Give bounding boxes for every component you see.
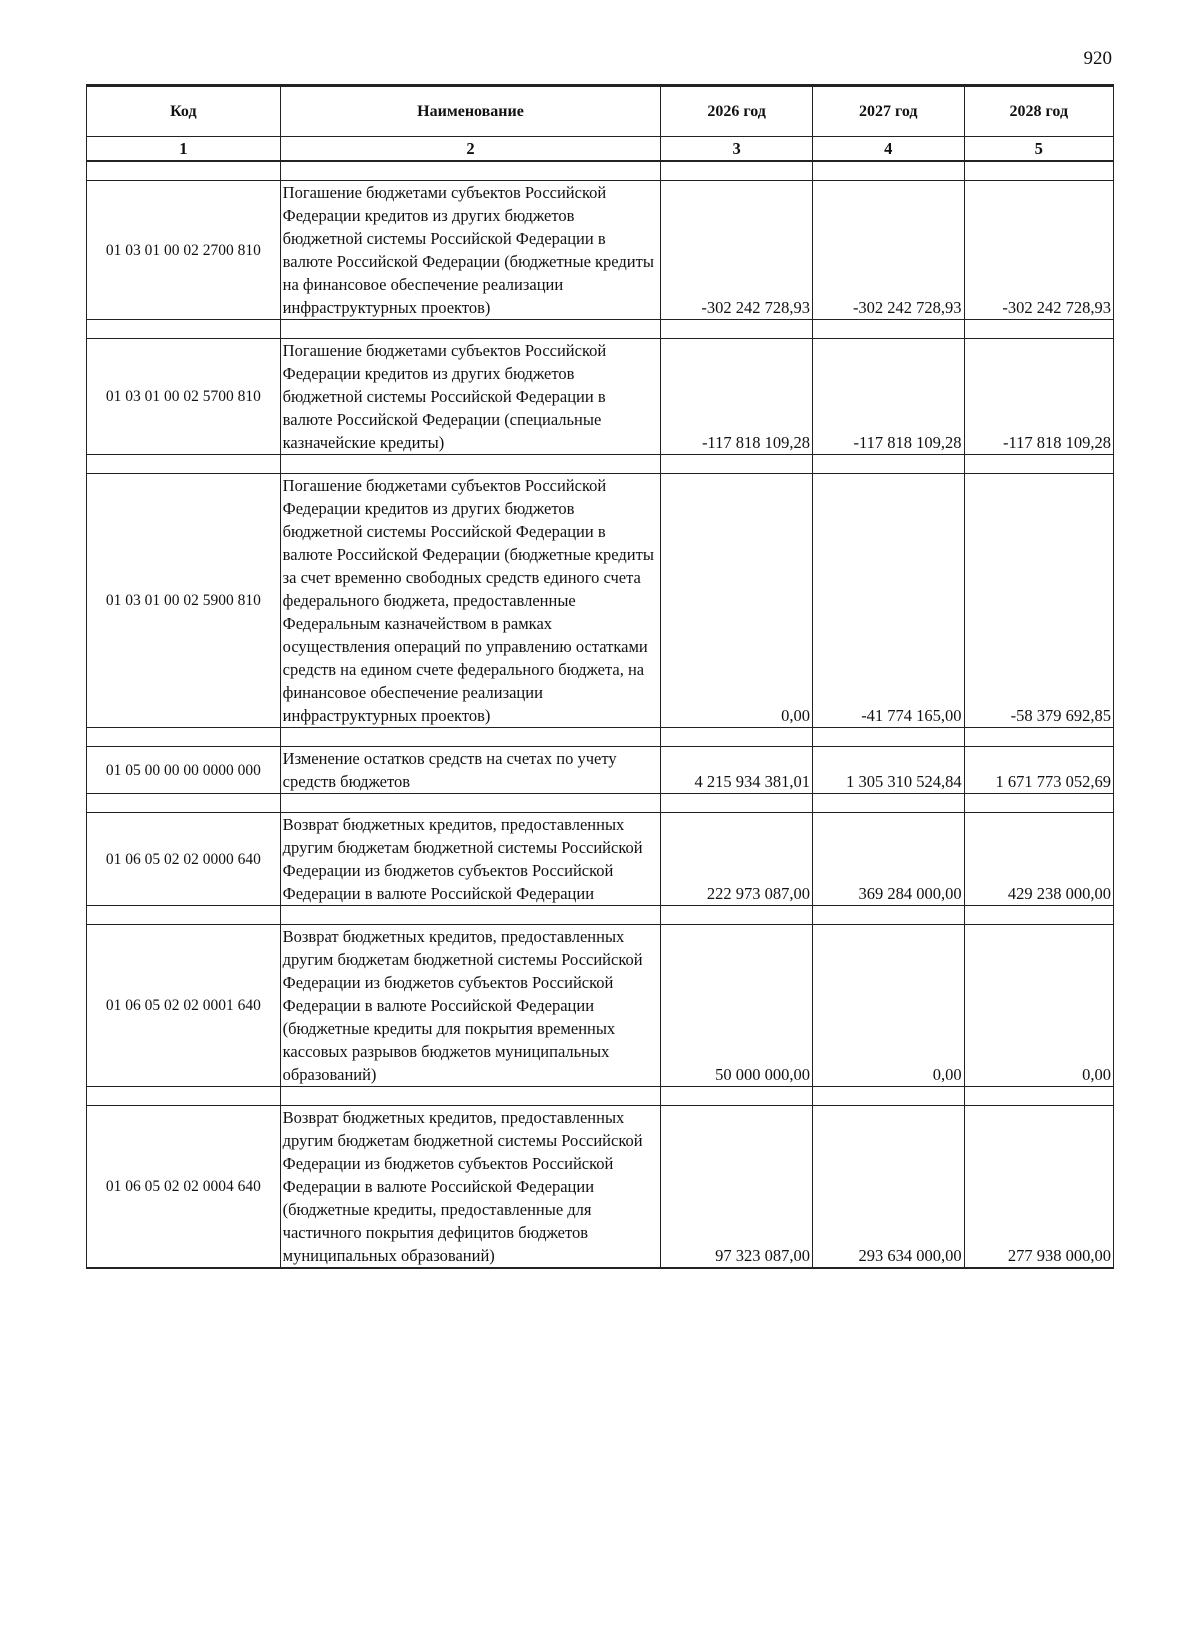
row-code: 01 03 01 00 02 2700 810 [87, 181, 281, 320]
row-value-2026: -302 242 728,93 [661, 181, 813, 320]
row-value-2026: -117 818 109,28 [661, 339, 813, 455]
row-value-2027: -117 818 109,28 [812, 339, 964, 455]
row-name: Изменение остатков средств на счетах по учету средств бюджетов [280, 747, 661, 794]
header-name: Наименование [280, 86, 661, 137]
row-value-2028: -117 818 109,28 [964, 339, 1113, 455]
header-year-2026: 2026 год [661, 86, 813, 137]
row-value-2027: 369 284 000,00 [812, 813, 964, 906]
header-year-2028: 2028 год [964, 86, 1113, 137]
row-value-2028: 0,00 [964, 925, 1113, 1087]
row-code: 01 03 01 00 02 5900 810 [87, 474, 281, 728]
page-number: 920 [1083, 48, 1112, 69]
spacer-row [87, 1087, 1114, 1106]
table-row [87, 925, 1114, 1087]
row-code: 01 06 05 02 02 0001 640 [87, 925, 281, 1087]
row-value-2026: 0,00 [661, 474, 813, 728]
row-code: 01 03 01 00 02 5700 810 [87, 339, 281, 455]
table-row [87, 339, 1114, 455]
row-value-2027: 293 634 000,00 [812, 1106, 964, 1269]
table-row [87, 474, 1114, 728]
row-value-2027: 1 305 310 524,84 [812, 747, 964, 794]
row-value-2028: 1 671 773 052,69 [964, 747, 1113, 794]
spacer-row [87, 794, 1114, 813]
spacer-row [87, 320, 1114, 339]
budget-sources-table [86, 84, 1114, 1269]
table-row [87, 813, 1114, 906]
spacer-row [87, 161, 1114, 181]
row-name: Погашение бюджетами субъектов Российской Федерации кредитов из других бюджетов бюджетной системы Российской Федерации в валюте Российской Федерации (бюджетные кредиты на финансовое обеспечение реализации инфраструктурных проектов) [280, 181, 661, 320]
column-number: 2 [280, 137, 661, 162]
table-row [87, 747, 1114, 794]
header-code: Код [87, 86, 281, 137]
row-code: 01 06 05 02 02 0000 640 [87, 813, 281, 906]
row-code: 01 06 05 02 02 0004 640 [87, 1106, 281, 1269]
row-value-2028: -302 242 728,93 [964, 181, 1113, 320]
row-name: Погашение бюджетами субъектов Российской Федерации кредитов из других бюджетов бюджетной системы Российской Федерации в валюте Российской Федерации (специальные казначейские кредиты) [280, 339, 661, 455]
column-number: 1 [87, 137, 281, 162]
header-year-2027: 2027 год [812, 86, 964, 137]
spacer-row [87, 906, 1114, 925]
row-value-2028: -58 379 692,85 [964, 474, 1113, 728]
row-value-2026: 50 000 000,00 [661, 925, 813, 1087]
column-number: 3 [661, 137, 813, 162]
row-value-2027: -41 774 165,00 [812, 474, 964, 728]
row-value-2027: 0,00 [812, 925, 964, 1087]
row-value-2026: 4 215 934 381,01 [661, 747, 813, 794]
row-name: Возврат бюджетных кредитов, предоставленных другим бюджетам бюджетной системы Российской Федерации из бюджетов субъектов Российской Федерации в валюте Российской Федерации (бюджетные кредиты, предоставленные для частичного покрытия дефицитов бюджетов муниципальных образований) [280, 1106, 661, 1269]
row-name: Погашение бюджетами субъектов Российской Федерации кредитов из других бюджетов бюджетной системы Российской Федерации в валюте Российской Федерации (бюджетные кредиты за счет временно свободных средств единого счета федерального бюджета, предоставленные Федеральным казначейством в рамках осуществления операций по управлению остатками средств на едином счете федерального бюджета, на финансовое обеспечение реализации инфраструктурных проектов) [280, 474, 661, 728]
row-value-2028: 429 238 000,00 [964, 813, 1113, 906]
column-number: 5 [964, 137, 1113, 162]
column-number-row [87, 137, 1114, 162]
row-value-2026: 222 973 087,00 [661, 813, 813, 906]
row-code: 01 05 00 00 00 0000 000 [87, 747, 281, 794]
row-value-2028: 277 938 000,00 [964, 1106, 1113, 1269]
column-number: 4 [812, 137, 964, 162]
spacer-row [87, 455, 1114, 474]
row-value-2026: 97 323 087,00 [661, 1106, 813, 1269]
spacer-row [87, 728, 1114, 747]
row-value-2027: -302 242 728,93 [812, 181, 964, 320]
table-header-row [87, 86, 1114, 137]
row-name: Возврат бюджетных кредитов, предоставленных другим бюджетам бюджетной системы Российской Федерации из бюджетов субъектов Российской Федерации в валюте Российской Федерации (бюджетные кредиты для покрытия временных кассовых разрывов бюджетов муниципальных образований) [280, 925, 661, 1087]
table-row [87, 181, 1114, 320]
row-name: Возврат бюджетных кредитов, предоставленных другим бюджетам бюджетной системы Российской Федерации из бюджетов субъектов Российской Федерации в валюте Российской Федерации [280, 813, 661, 906]
table-row [87, 1106, 1114, 1269]
